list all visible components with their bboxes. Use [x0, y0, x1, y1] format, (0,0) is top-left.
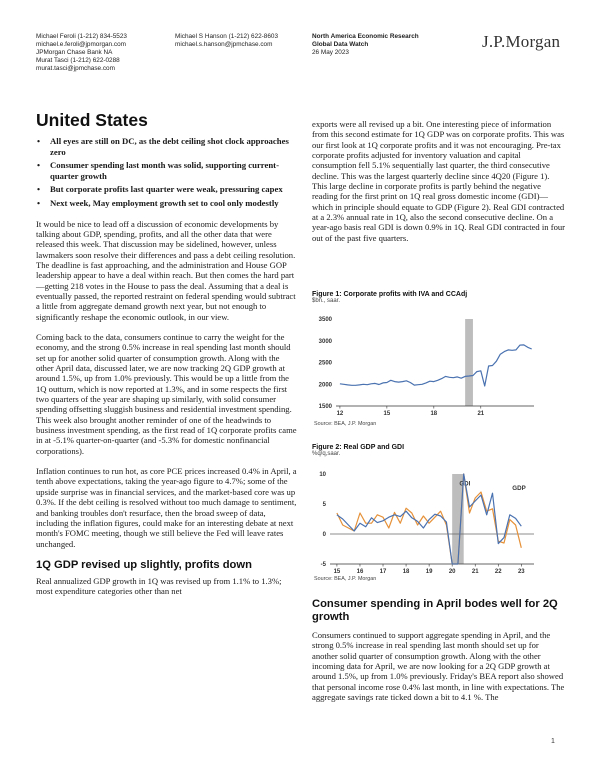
figure-1-chart: [312, 312, 542, 424]
research-title: North America Economic Research: [312, 33, 419, 40]
y-tick-label: 0: [322, 532, 326, 538]
author-block-2: [175, 33, 278, 49]
figure-1-unit: $bn., saar.: [312, 298, 341, 304]
paragraph: Coming back to the data, consumers continue to carry the weight for the economy, and the strong 0.5% increase in real spending last month should set up for another solid quarter of consumption growth. Along with the other April data, discussed later, we are now tracking 2Q GDP growth at around 1.5%, up from 1.0% previously. This would be up a little from the 1Q outturn, which is now reported at 1.3%, and in some respects the first two quarters of the year are shaping up similarly, with solid consumer spending offsetting sluggish business and residential investment spending. This week also brought another reminder of one of the headwinds to business investment spending, as the first read of 1Q corporate profits came in at -5.1% quarter-on-quarter (and -5.3% for domestic nonfinancial corporations).: [36, 332, 297, 456]
x-tick-label: 21: [477, 411, 485, 417]
figure-1-source: Source: BEA, J.P. Morgan: [314, 421, 377, 427]
x-tick-label: 22: [494, 569, 502, 575]
paragraph: Consumers continued to support aggregate spending in April, and the strong 0.5% increase in real spending last month should set up for another solid quarter of consumption growth. Along with the other incoming data for April, we are now looking for a 2Q GDP growth at around 1.5%, up from 1.0% previously. Friday's BEA report also showed that personal income rose 0.4% last month, in line with expectations. The aggregate savings rate ticked down a bit to 4.1 %. The: [312, 630, 565, 703]
section-heading: 1Q GDP revised up slightly, profits down: [36, 558, 252, 571]
x-tick-label: 20: [448, 569, 456, 575]
y-tick-label: 3500: [318, 317, 332, 323]
author-line: Michael Feroli (1-212) 834-5523: [36, 33, 127, 40]
y-tick-label: -5: [320, 562, 326, 568]
paragraph: Real annualized GDP growth in 1Q was revised up from 1.1% to 1.3%; most expenditure categories other than net: [36, 575, 282, 597]
series-line-corporate-profits: [340, 345, 532, 386]
x-tick-label: 21: [471, 569, 479, 575]
x-tick-label: 19: [425, 569, 433, 575]
x-tick-label: 15: [333, 569, 341, 575]
y-tick-label: 10: [319, 472, 326, 478]
x-tick-label: 18: [402, 569, 410, 575]
figure-2: [312, 444, 566, 457]
paragraph: exports were all revised up a bit. One interesting piece of information from this second estimate for 1Q GDP was on corporate profits. This was our first look at 1Q corporate profits and it was not encouraging. Pre-tax corporate profits adjusted for inventory valuation and capital consumption fell 5.1% sequentially last quarter, the third consecutive decline. This was the largest quarterly decline since 4Q20 (Figure 1). This large decline in corporate profits is partly behind the negative reading for the first print on 1Q real gross domestic income (GDI)—which in principle should equate to GDP (Figure 2). Real GDI contracted at a 2.3% annual rate in 1Q, also the second consecutive decline. On a year-ago basis real GDI is down 0.9% in 1Q. Real GDI contracted in four out of the past five quarters.: [312, 119, 566, 243]
right-column-bottom: [312, 598, 566, 702]
author-line[interactable]: michael.e.feroli@jpmorgan.com: [36, 41, 126, 48]
list-item: • Next week, May employment growth set to cool only modestly: [36, 198, 298, 209]
y-tick-label: 5: [322, 502, 326, 508]
x-tick-label: 16: [356, 569, 364, 575]
figure-2-chart: [312, 466, 542, 580]
page-number: 1: [551, 738, 555, 745]
x-tick-label: 15: [383, 411, 391, 417]
author-line: Murat Tasci (1-212) 622-0288: [36, 57, 120, 64]
recession-bar: [465, 319, 473, 406]
jpmorgan-logo: J.P.Morgan: [482, 32, 561, 51]
list-item: • But corporate profits last quarter were weak, pressuring capex: [36, 184, 298, 195]
author-line[interactable]: michael.s.hanson@jpmchase.com: [175, 41, 273, 48]
y-tick-label: 1500: [318, 404, 332, 410]
x-tick-label: 23: [517, 569, 525, 575]
paragraph: Inflation continues to run hot, as core PCE prices increased 0.4% in April, a tenth above expectations, taking the year-ago figure to 4.7%; some of the upside surprise was in financial services, and the market-based core was up 0.3%. If the debt ceiling is resolved without too much damage to sentiment, and banking troubles don't resurface, then the broad sweep of data, including the inflation figures, could make for an interesting debate at next month's FOMC meeting, though we still believe the Fed will leave rates unchanged.: [36, 466, 297, 549]
list-item: • All eyes are still on DC, as the debt ceiling shot clock approaches zero: [36, 136, 298, 157]
page-title: United States: [36, 110, 148, 130]
x-tick-label: 18: [430, 411, 438, 417]
series-label: GDP: [512, 485, 526, 493]
right-column-top: [312, 119, 566, 243]
summary-bullets: [36, 136, 298, 209]
figure-2-unit: %q/q,saar.: [312, 451, 341, 457]
section-heading: Consumer spending in April bodes well for 2Q growth: [312, 598, 558, 623]
y-tick-label: 2000: [318, 382, 332, 389]
list-item: • Consumer spending last month was solid, supporting current-quarter growth: [36, 160, 298, 181]
figure-2-source: Source: BEA, J.P. Morgan: [314, 576, 377, 582]
publication-name: Global Data Watch: [312, 41, 369, 48]
y-tick-label: 2500: [318, 360, 332, 367]
paragraph: It would be nice to lead off a discussion of economic developments by talking about GDP, spending, profits, and all the other data that were released this week. That discussion may be sidelined, however, unless lawmakers soon resolve their differences and pass a debt ceiling resolution. The deadline is fast approaching, and the administration and House GOP leadership appear to have a deal within reach. But then comes the hard part—getting 218 votes in the House to pass the deal. Assuming that a deal is eventually passed, the reported restraint on federal spending would subtract a little from aggregate demand growth next year, but not enough to significantly reshape the economic outlook, in our view.: [36, 218, 296, 322]
left-column: [36, 110, 298, 597]
author-block-1: [36, 33, 127, 73]
author-line: JPMorgan Chase Bank NA: [36, 49, 113, 56]
publication-date: 26 May 2023: [312, 49, 349, 56]
figure-1-title: Figure 1: Corporate profits with IVA and CCAdj: [312, 291, 468, 298]
author-line: Michael S Hanson (1-212) 622-8603: [175, 33, 279, 40]
series-label: GDI: [459, 480, 471, 488]
x-tick-label: 12: [336, 411, 344, 417]
publication-block: [312, 33, 419, 57]
figure-1: [312, 291, 566, 304]
series-line-gdp: [337, 474, 521, 564]
figure-2-title: Figure 2: Real GDP and GDI: [312, 444, 405, 451]
author-line[interactable]: murat.tasci@jpmchase.com: [36, 65, 115, 72]
y-tick-label: 3000: [318, 338, 332, 345]
x-tick-label: 17: [379, 569, 387, 575]
recession-bar: [452, 474, 464, 564]
